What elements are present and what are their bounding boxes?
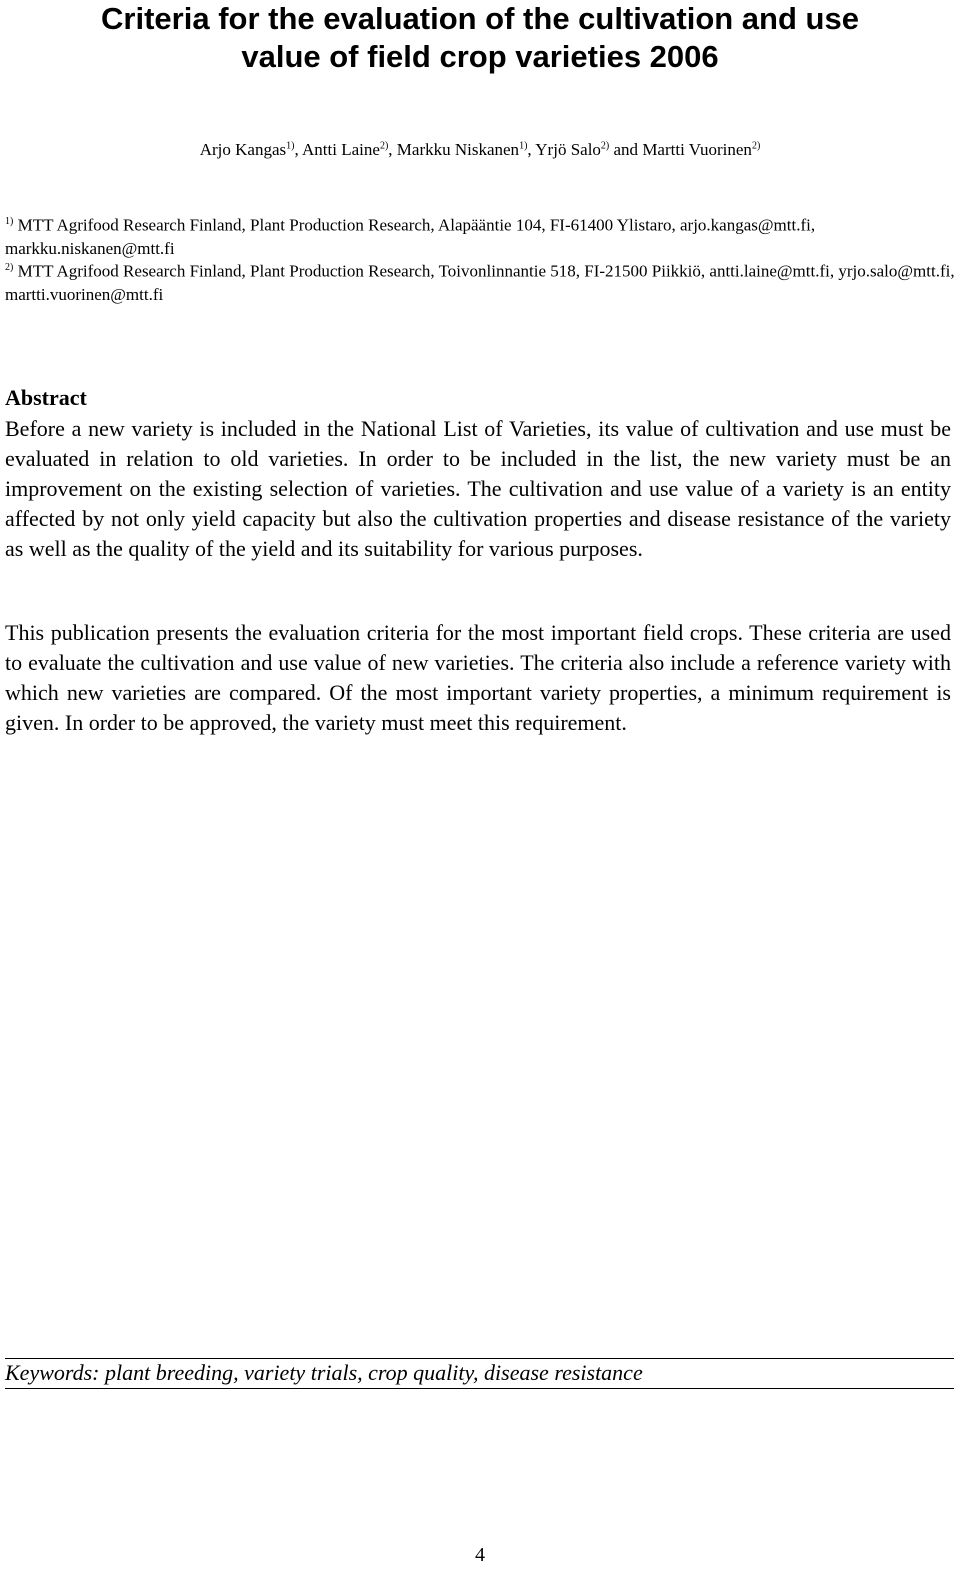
title-line-1: Criteria for the evaluation of the cultivation and use (101, 1, 859, 36)
author-name: Markku Niskanen (396, 140, 520, 159)
author-separator: and (609, 140, 643, 159)
paper-title (0, 0, 960, 76)
page-number: 4 (475, 1544, 485, 1566)
affiliation-2 (5, 256, 955, 306)
abstract-paragraph-2: This publication presents the evaluation criteria for the most important field crops. These criteria are used to evaluate the cultivation and use value of new varieties. The criteria also include a reference variety with which new varieties are compared. Of the most important variety properties, a minimum requirement is given. In order to be approved, the variety must meet this requirement. (5, 620, 951, 735)
affiliation-marker: 1) (5, 216, 14, 227)
abstract-heading: Abstract (5, 385, 87, 410)
author-affil-marker: 2) (379, 140, 389, 152)
affiliation-text: MTT Agrifood Research Finland, Plant Production Research, Toivonlinnantie 518, FI-21500 Piikkiö, antti.laine@mtt.fi, yrjo.salo@mtt.fi, martti.vuorinen@mtt.fi (5, 261, 955, 304)
author-name: Arjo Kangas (199, 140, 287, 159)
author-name: Antti Laine (302, 140, 380, 159)
keywords-line: Keywords: plant breeding, variety trials, crop quality, disease resistance (5, 1360, 643, 1385)
author-affil-marker: 1) (519, 140, 528, 152)
author-separator: , (388, 140, 397, 159)
author-name: Yrjö Salo (535, 140, 601, 159)
affiliation-1 (5, 210, 955, 260)
affiliation-text: MTT Agrifood Research Finland, Plant Production Research, Alapääntie 104, FI-61400 Ylistaro, arjo.kangas@mtt.fi, markku.niskanen@mtt.fi (5, 215, 816, 258)
affiliation-marker: 2) (5, 262, 14, 273)
author-affil-marker: 2) (600, 140, 610, 152)
title-line-2: value of field crop varieties 2006 (241, 39, 719, 74)
author-list (0, 140, 960, 160)
author-affil-marker: 2) (751, 140, 761, 152)
author-separator: , (294, 140, 303, 159)
abstract-paragraph-1: Before a new variety is included in the National List of Varieties, its value of cultivation and use must be evaluated in relation to old varieties. In order to be included in the list, the new variety must be an improvement on the existing selection of varieties. The cultivation and use value of a variety is an entity affected by not only yield capacity but also the cultivation properties and disease resistance of the variety as well as the quality of the yield and its suitability for various purposes. (5, 416, 951, 561)
keywords-bottom-rule (5, 1388, 954, 1389)
author-affil-marker: 1) (286, 140, 295, 152)
author-name: Martti Vuorinen (642, 140, 752, 159)
author-separator: , (527, 140, 536, 159)
